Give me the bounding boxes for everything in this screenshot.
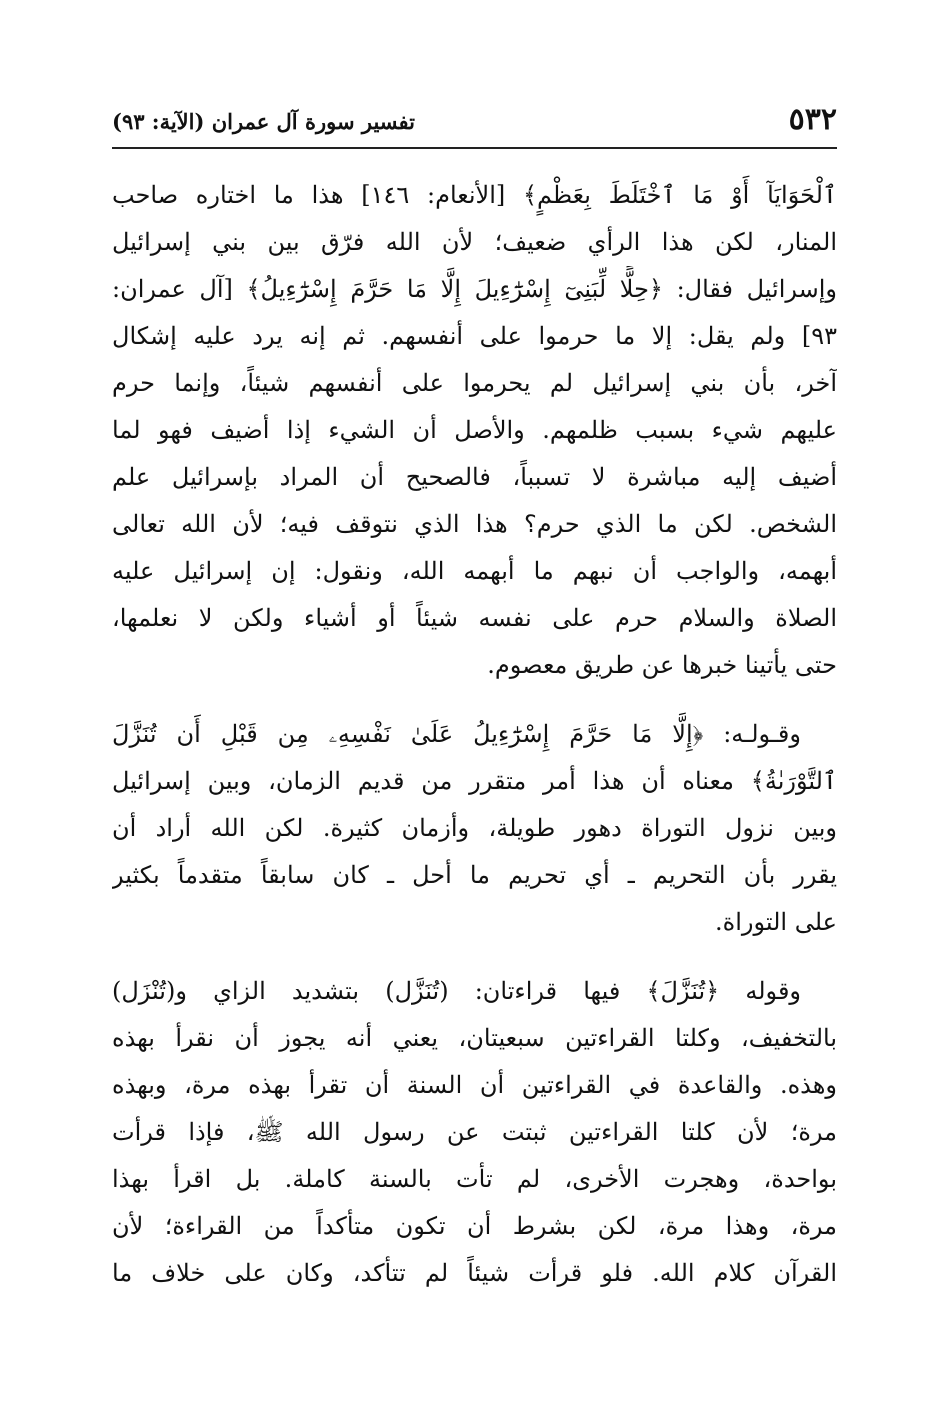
text-line: المنار، لكن هذا الرأي ضعيف؛ لأن الله فرّق بين بني إسرائيل [112,228,837,256]
text-line: وإسرائيل فقال: ﴿حِلًّا لِّبَنِىٓ إِسْرَٰٓءِيلَ إِلَّا مَا حَرَّمَ إِسْرَٰٓءِيلُ﴾ [آل عمران: [112,275,837,303]
text-line: وقوله ﴿تُنَزَّلَ﴾ فيها قراءتان: (تُنَزَّل) بتشديد الزاي و(تُنْزَل) [112,977,801,1005]
text-line: ٱلتَّوْرَىٰةُ﴾ معناه أن هذا أمر متقرر من قديم الزمان، وبين إسرائيل [112,767,837,795]
text-line: الصلاة والسلام حرم على نفسه شيئاً أو أشياء ولكن لا نعلمها، [112,604,837,632]
text-line: يقرر بأن التحريم ـ أي تحريم ما أحل ـ كان سابقاً متقدماً بكثير [112,861,837,889]
paragraph-3 [112,968,837,1297]
text-line: ٱلْحَوَايَآ أَوْ مَا ٱخْتَلَطَ بِعَظْمٍ﴾ [الأنعام: ١٤٦] هذا ما اختاره صاحب [112,181,837,209]
text-line: وبين نزول التوراة دهور طويلة، وأزمان كثيرة. لكن الله أراد أن [112,814,837,842]
running-title: تفسير سورة آل عمران (الآية: ٩٣) [112,109,415,134]
text-line: ٩٣] ولم يقل: إلا ما حرموا على أنفسهم. ثم إنه يرد عليه إشكال [112,322,837,350]
paragraph-1 [112,172,837,689]
text-line: مرة؛ لأن كلتا القراءتين ثبتت عن رسول الله ﷺ، فإذا قرأت [112,1118,837,1146]
header-divider [112,147,837,149]
text-line: على التوراة. [715,908,837,936]
body-text [112,172,837,1319]
text-line: الشخص. لكن ما الذي حرم؟ هذا الذي نتوقف فيه؛ لأن الله تعالى [112,510,837,538]
text-line: مرة، وهذا مرة، لكن بشرط أن تكون متأكداً من القراءة؛ لأن [112,1212,837,1240]
text-line: وهذه. والقاعدة في القراءتين أن السنة أن تقرأ بهذه مرة، وبهذه [112,1071,837,1099]
text-line: أضيف إليه مباشرة لا تسبباً، فالصحيح أن المراد بإسرائيل علم [112,463,837,491]
text-line: أبهمه، والواجب أن نبهم ما أبهمه الله، ونقول: إن إسرائيل عليه [112,557,837,585]
page-header [112,100,837,146]
text-line: وقـولـه: ﴿إِلَّا مَا حَرَّمَ إِسْرَٰٓءِيلُ عَلَىٰ نَفْسِهِۦ مِن قَبْلِ أَن تُنَزَّلَ [112,720,801,748]
text-line: بواحدة، وهجرت الأخرى، لم تأت بالسنة كاملة. بل اقرأ بهذا [112,1165,837,1193]
paragraph-2 [112,711,837,946]
text-line: بالتخفيف، وكلتا القراءتين سبعيتان، يعني أنه يجوز أن نقرأ بهذه [112,1024,837,1052]
text-line: القرآن كلام الله. فلو قرأت شيئاً لم تتأكد، وكان على خلاف ما [112,1259,837,1287]
text-line: حتى يأتينا خبرها عن طريق معصوم. [487,651,837,679]
text-line: عليهم شيء بسبب ظلمهم. والأصل أن الشيء إذا أضيف فهو لما [112,416,837,444]
page-number: ٥٣٢ [788,102,837,137]
text-line: آخر، بأن بني إسرائيل لم يحرموا على أنفسهم شيئاً، وإنما حرم [112,369,837,397]
